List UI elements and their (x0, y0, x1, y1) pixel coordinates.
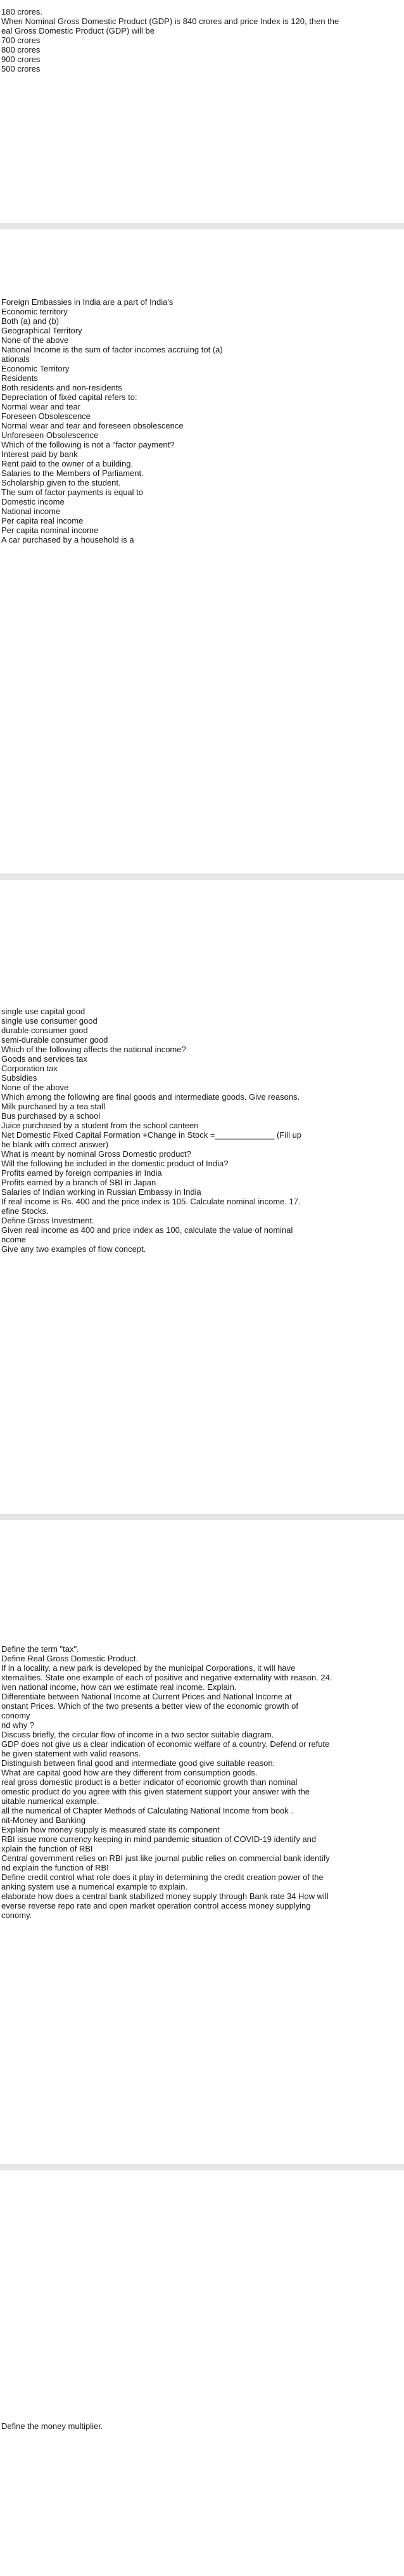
text-line: Unforeseen Obsolescence (1, 430, 99, 440)
text-line: nd why ? (1, 1720, 35, 1730)
text-line: ncome (1, 1235, 27, 1244)
text-line: everse reverse repo rate and open market operation control access money supplying (1, 1901, 311, 1910)
text-line: efine Stocks. (1, 1206, 49, 1216)
text-line: Both (a) and (b) (1, 316, 60, 326)
text-line: all the numerical of Chapter Methods of Calculating National Income from book . (1, 1806, 294, 1815)
text-line: Geographical Territory (1, 326, 82, 335)
text-line: Both residents and non-residents (1, 383, 122, 392)
text-line: Differentiate between National Income at Current Prices and National Income at (1, 1692, 292, 1701)
text-line: conomy. (1, 1910, 32, 1920)
text-line: uitable numerical example. (1, 1796, 99, 1806)
text-line: single use capital good (1, 1007, 85, 1016)
text-line: elaborate how does a central bank stabilized money supply through Bank rate 34 How will (1, 1891, 329, 1901)
text-line: RBI issue more currency keeping in mind pandemic situation of COVID-19 identify and (1, 1834, 317, 1844)
text-line: Salaries of Indian working in Russian Embassy in India (1, 1187, 201, 1197)
text-line: onstant Prices. Which of the two presents a better view of the economic growth of (1, 1701, 298, 1711)
text-line: Define Real Gross Domestic Product. (1, 1654, 139, 1663)
text-line: Economic Territory (1, 364, 70, 373)
text-line: 180 crores. (1, 7, 43, 16)
text-line: Juice purchased by a student from the school canteen (1, 1121, 199, 1130)
text-line: Scholarship given to the student. (1, 478, 121, 487)
text-line: Explain how money supply is measured state its component (1, 1825, 220, 1834)
text-line: Define the term "tax". (1, 1644, 79, 1654)
text-line: semi-durable consumer good (1, 1035, 108, 1045)
text-line: Normal wear and tear and foreseen obsolescence (1, 421, 184, 430)
text-line: nit-Money and Banking (1, 1815, 85, 1825)
text-line: GDP does not give us a clear indication of economic welfare of a country. Defend or refute (1, 1739, 330, 1749)
text-line: eal Gross Domestic Product (GDP) will be (1, 26, 155, 35)
document-page-2 (0, 229, 404, 873)
text-line: he given statement with valid reasons. (1, 1749, 141, 1758)
text-line: Give any two examples of flow concept. (1, 1244, 146, 1254)
text-line: Normal wear and tear (1, 402, 80, 411)
text-line: Milk purchased by a tea stall (1, 1102, 106, 1111)
text-line: If real income is Rs. 400 and the price index is 105. Calculate nominal income. 17. (1, 1197, 301, 1206)
text-line: Distinguish between final good and intermediate good give suitable reason. (1, 1758, 275, 1768)
text-line: conomy (1, 1711, 30, 1720)
text-line: Profits earned by foreign companies in India (1, 1168, 162, 1178)
text-line: nd explain the function of RBI (1, 1863, 109, 1872)
text-line: Economic territory (1, 307, 68, 316)
document-page-3 (0, 880, 404, 1514)
text-line: Net Domestic Fixed Capital Formation +Change in Stock =_____________ (Fill up (1, 1130, 302, 1140)
text-line: he blank with correct answer) (1, 1140, 109, 1149)
text-line: Will the following be included in the domestic product of India? (1, 1159, 229, 1168)
text-line: A car purchased by a household is a (1, 535, 134, 544)
text-line: Salaries to the Members of Parliament. (1, 468, 144, 478)
text-line: When Nominal Gross Domestic Product (GDP) is 840 crores and price Index is 120, then the (1, 16, 339, 26)
document-page-4 (0, 1520, 404, 2164)
text-line: Per capita nominal income (1, 525, 99, 535)
text-line: National income (1, 506, 61, 516)
text-line: 900 crores (1, 55, 41, 64)
text-line: Subsidies (1, 1073, 37, 1083)
text-line: iven national income, how can we estimate real income. Explain. (1, 1682, 237, 1692)
text-line: omestic product do you agree with this given statement support your answer with the (1, 1787, 310, 1796)
text-line: single use consumer good (1, 1016, 98, 1026)
text-line: None of the above (1, 1083, 69, 1092)
text-line: Rent paid to the owner of a building. (1, 459, 134, 468)
text-line: xplain the function of RBI (1, 1844, 93, 1853)
text-line: Central government relies on RBI just like journal public relies on commercial bank identify (1, 1853, 330, 1863)
text-line: ationals (1, 354, 30, 364)
text-line: Depreciation of fixed capital refers to: (1, 392, 137, 402)
text-line: Which of the following affects the national income? (1, 1045, 186, 1054)
text-line: Which of the following is not a "factor payment? (1, 440, 175, 449)
text-line: Bus purchased by a school (1, 1111, 101, 1121)
text-line: Foreseen Obsolescence (1, 411, 91, 421)
text-line: Residents (1, 373, 38, 383)
text-line: If in a locality, a new park is developed by the municipal Corporations, it will have (1, 1663, 296, 1673)
text-line: Interest paid by bank (1, 449, 78, 459)
text-line: Domestic income (1, 497, 65, 506)
text-line: Profits earned by a branch of SBI in Japan (1, 1178, 156, 1187)
text-line: National Income is the sum of factor incomes accruing tot (a) (1, 345, 223, 354)
text-line: xternalities. State one example of each of positive and negative externality with reason. 24. (1, 1673, 332, 1682)
text-line: What are capital good how are they different from consumption goods. (1, 1768, 258, 1777)
text-line: Foreign Embassies in India are a part of India's (1, 297, 174, 307)
text-line: 700 crores (1, 35, 41, 45)
text-line: What is meant by nominal Gross Domestic product? (1, 1149, 191, 1159)
text-line: 500 crores (1, 64, 41, 74)
text-line: None of the above (1, 335, 69, 345)
document-page-5 (0, 2170, 404, 2576)
text-line: Which among the following are final goods and intermediate goods. Give reasons. (1, 1092, 300, 1102)
text-line: The sum of factor payments is equal to (1, 487, 143, 497)
text-line: Per capita real income (1, 516, 84, 525)
text-line: Discuss briefly, the circular flow of income in a two sector suitable diagram. (1, 1730, 274, 1739)
text-line: Define Gross Investment. (1, 1216, 94, 1225)
text-line: Corporation tax (1, 1064, 58, 1073)
text-line: 800 crores (1, 45, 41, 55)
text-line: Define the money multiplier. (1, 2421, 103, 2431)
text-line: anking system use a numerical example to explain. (1, 1882, 188, 1891)
text-line: durable consumer good (1, 1026, 88, 1035)
text-line: Goods and services tax (1, 1054, 87, 1064)
text-line: Define credit control what role does it play in determining the credit creation power of the (1, 1872, 324, 1882)
document-page-1 (0, 0, 404, 223)
text-line: Given real income as 400 and price index as 100, calculate the value of nominal (1, 1225, 293, 1235)
text-line: real gross domestic product is a better indicator of economic growth than nominal (1, 1777, 298, 1787)
